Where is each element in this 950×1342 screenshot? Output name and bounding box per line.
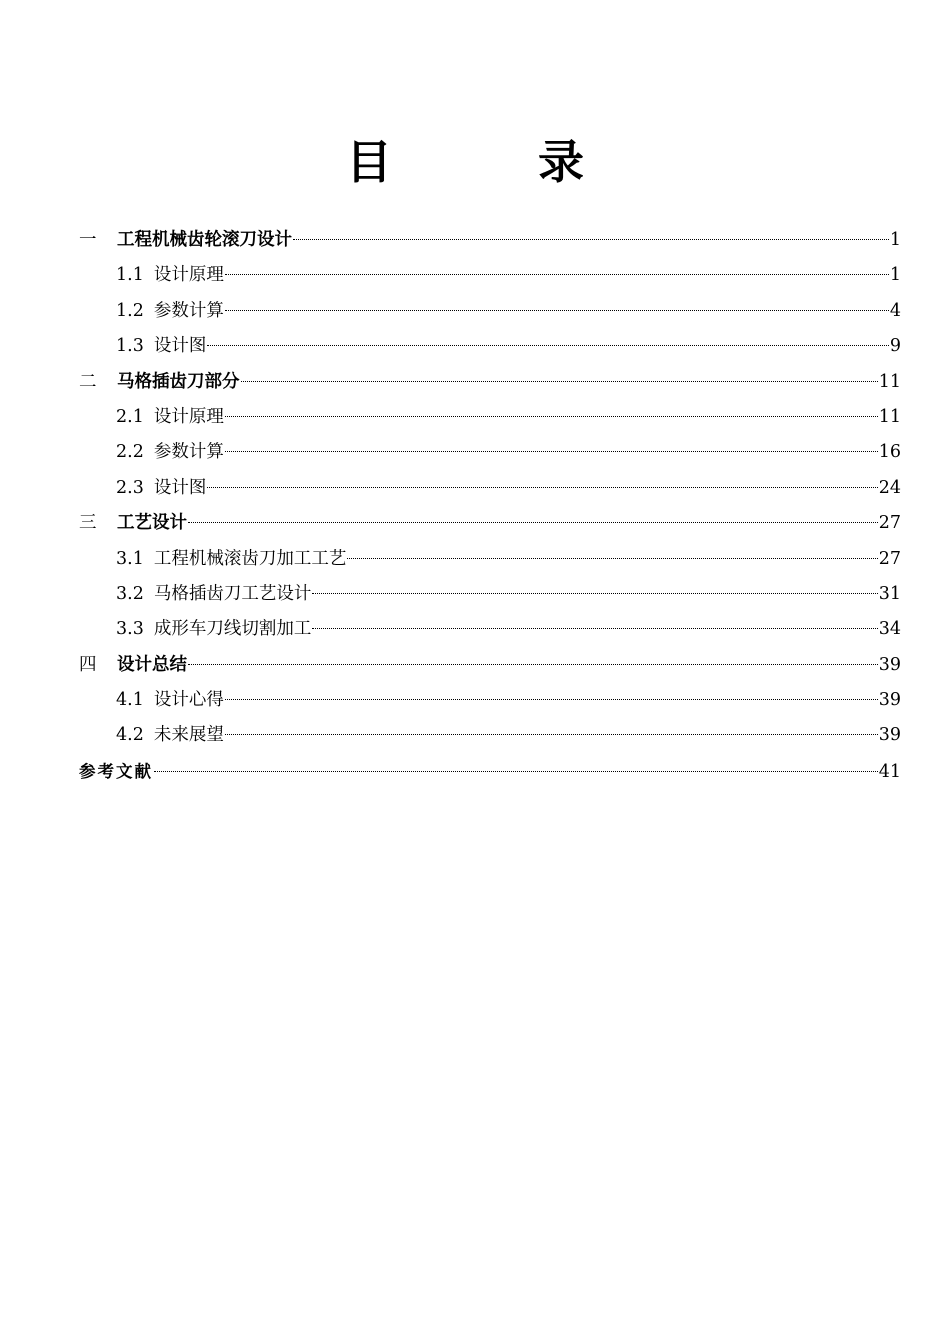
toc-entry-number: 1.2: [116, 300, 144, 321]
toc-page-number: 24: [878, 477, 901, 498]
toc-entry-number: 3.3: [116, 619, 144, 640]
toc-entry-number: 1.3: [116, 336, 144, 357]
toc-page-number: 31: [878, 583, 901, 604]
toc-entry-label: 设计原理: [153, 406, 224, 427]
toc-entry-label: 工艺设计: [117, 513, 187, 534]
toc-entry-label: 马格插齿刀部分: [117, 371, 240, 392]
toc-entry-number: 3.1: [116, 548, 144, 569]
toc-dot-leader: [225, 451, 878, 452]
toc-page-number: 16: [878, 442, 901, 463]
toc-entry-label: 未来展望: [153, 725, 224, 746]
toc-entry-number: 二: [79, 371, 97, 392]
toc-entry-number: 1.1: [116, 265, 144, 286]
toc-page-number: 39: [878, 654, 901, 675]
toc-page-number: 11: [878, 371, 901, 392]
toc-section-entry[interactable]: [79, 400, 901, 435]
toc-entry-label: 参考文献: [79, 761, 153, 781]
toc-dot-leader: [293, 239, 889, 240]
toc-entry-number: 3.2: [116, 583, 144, 604]
toc-dot-leader: [312, 593, 877, 594]
toc-dot-leader: [188, 522, 878, 523]
toc-entry-label: 设计图: [153, 477, 207, 498]
toc-dot-leader: [225, 734, 878, 735]
toc-page-number: 11: [878, 406, 901, 427]
toc-entry-number: 2.1: [116, 406, 144, 427]
toc-section-entry[interactable]: [79, 612, 901, 647]
toc-chapter-entry[interactable]: [79, 648, 901, 683]
toc-entry-label: 设计原理: [153, 265, 224, 286]
toc-entry-number: 一: [79, 230, 97, 250]
toc-page-number: 1: [889, 265, 901, 286]
toc-section-entry[interactable]: [79, 435, 901, 470]
toc-page-number: 39: [878, 725, 901, 746]
toc-section-entry[interactable]: [79, 683, 901, 718]
toc-entry-number: 四: [79, 654, 97, 675]
toc-dot-leader: [312, 628, 877, 629]
toc-page-number: 34: [878, 619, 901, 640]
toc-entry-label: 工程机械齿轮滚刀设计: [117, 230, 292, 250]
toc-page-number: 27: [878, 548, 901, 569]
toc-dot-leader: [225, 274, 889, 275]
toc-dot-leader: [188, 664, 878, 665]
toc-chapter-entry[interactable]: [79, 365, 901, 400]
toc-section-entry[interactable]: [79, 294, 901, 329]
toc-dot-leader: [225, 699, 878, 700]
toc-entry-label: 设计图: [153, 336, 207, 357]
toc-entry-label: 成形车刀线切割加工: [153, 619, 312, 640]
toc-page-number: 9: [889, 336, 901, 357]
toc-entry-number: 2.2: [116, 442, 144, 463]
toc-page-number: 4: [889, 300, 901, 321]
toc-entry-number: 2.3: [116, 477, 144, 498]
toc-page-number: 1: [889, 230, 901, 250]
toc-entry-label: 设计心得: [153, 690, 224, 711]
toc-section-entry[interactable]: [79, 258, 901, 293]
toc-dot-leader: [207, 487, 877, 488]
toc-section-entry[interactable]: [79, 471, 901, 506]
toc-page-number: 41: [878, 761, 901, 782]
toc-entry-label: 参数计算: [153, 300, 224, 321]
toc-entry-number: 三: [79, 513, 97, 534]
toc-chapter-entry[interactable]: [79, 223, 901, 258]
toc-list: [79, 223, 901, 789]
toc-entry-label: 工程机械滚齿刀加工工艺: [153, 548, 347, 569]
toc-entry-label: 马格插齿刀工艺设计: [153, 583, 312, 604]
toc-entry-number: 4.1: [116, 690, 144, 711]
toc-dot-leader: [154, 771, 878, 772]
toc-dot-leader: [225, 416, 878, 417]
toc-dot-leader: [347, 558, 877, 559]
toc-page-number: 39: [878, 690, 901, 711]
toc-dot-leader: [225, 310, 889, 311]
toc-entry-label: 参数计算: [153, 442, 224, 463]
toc-dot-leader: [241, 381, 878, 382]
toc-section-entry[interactable]: [79, 329, 901, 364]
toc-entry-label: 设计总结: [117, 654, 187, 675]
toc-section-entry[interactable]: [79, 718, 901, 753]
toc-entry-number: 4.2: [116, 725, 144, 746]
toc-references-entry[interactable]: [79, 754, 901, 789]
toc-section-entry[interactable]: [79, 577, 901, 612]
toc-chapter-entry[interactable]: [79, 506, 901, 541]
toc-section-entry[interactable]: [79, 542, 901, 577]
toc-dot-leader: [207, 345, 889, 346]
toc-title: 目 录: [346, 135, 634, 189]
toc-page-number: 27: [878, 513, 901, 534]
